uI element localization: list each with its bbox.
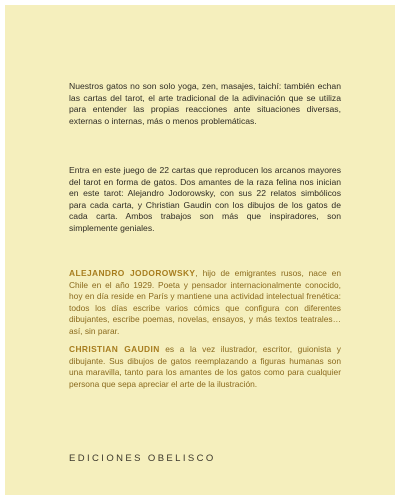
blurb-paragraph-1: Nuestros gatos no son solo yoga, zen, masajes, taichí: también echan las cartas del tarot, el arte tradicional de la adivinación que se utiliza para entender las propias reacciones ante situaciones diversas, externas o internas, más o menos problemáticas. <box>69 81 341 126</box>
author-bio-jodorowsky <box>69 268 341 338</box>
author-name-gaudin: CHRISTIAN GAUDIN <box>69 344 160 354</box>
author-name-jodorowsky: ALEJANDRO JODOROWSKY <box>69 268 196 278</box>
author-bio-gaudin <box>69 344 341 390</box>
blurb-paragraph-2: Entra en este juego de 22 cartas que reproducen los arcanos mayores del tarot en forma de gatos. Dos amantes de la raza felina nos inician en este tarot: Alejandro Jodorowsky, con sus 22 relatos simbólicos para cada carta, y Christian Gaudin con los dibujos de los gatos de cada carta. Ambos trabajos son más que inspiradores, son simplemente geniales. <box>69 165 341 233</box>
author-bio-text-jodorowsky: , hijo de emigrantes rusos, nace en Chile en el año 1929. Poeta y pensador internacionalmente conocido, hoy en día reside en París y mantiene una actividad intelectual frenética: todos los días escribe varios cómics que configura con diferentes dibujantes, escribe poemas, novelas, ensayos, y más textos teatrales… así, sin parar. <box>69 268 341 336</box>
author-bio-text-gaudin: es a la vez ilustrador, escritor, guionista y dibujante. Sus dibujos de gatos reemplazando a figuras humanas son una maravilla, tanto para los amantes de los gatos como para cualquier persona que sepa apreciar el arte de la ilustración. <box>69 344 341 389</box>
publisher-name: EDICIONES OBELISCO <box>69 453 216 464</box>
back-cover <box>5 5 395 495</box>
